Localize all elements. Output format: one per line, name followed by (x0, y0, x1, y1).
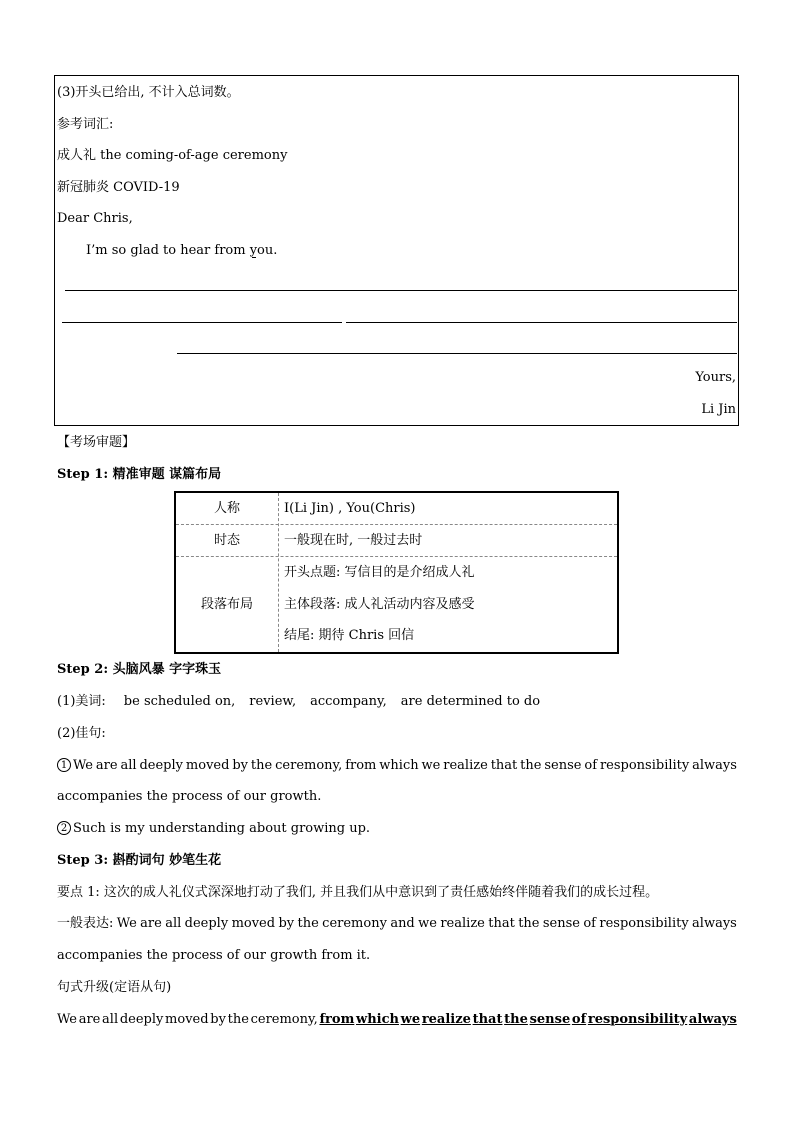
step2-title: Step 2: 头脑风暴 字字珠玉 (57, 662, 222, 677)
general-expression-label: 一般表达: (57, 916, 114, 931)
sentence-word: we (421, 758, 441, 773)
sentence-word: moved (165, 1012, 209, 1027)
letter-opening: I’m so glad to hear from you. (86, 243, 278, 258)
relative-clause-word: the (504, 1012, 528, 1027)
sentence-word: by (278, 916, 295, 931)
upgrade-label: 句式升级(定语从句) (57, 980, 172, 995)
sentence-word: are (78, 1012, 101, 1027)
sentence-word: ceremony (322, 916, 387, 931)
sentence-word: are (95, 758, 118, 773)
sentence-word: realize (443, 758, 488, 773)
relative-clause-word: that (472, 1012, 503, 1027)
table-label-layout: 段落布局 (200, 597, 253, 612)
table-value-layout-2: 主体段落: 成人礼活动内容及感受 (284, 597, 475, 612)
sentence-word: by (210, 1012, 226, 1027)
table-divider (278, 493, 279, 652)
reference-vocab-2: 新冠肺炎 COVID-19 (57, 180, 180, 195)
reference-vocab-1: 成人礼 the coming-of-age ceremony (57, 148, 288, 163)
sentence-word: sense (542, 916, 580, 931)
relative-clause-word: of (571, 1012, 587, 1027)
writing-line (65, 290, 737, 291)
writing-line (346, 322, 737, 323)
analysis-table (174, 491, 619, 654)
sentence-word: responsibility (599, 916, 689, 931)
example-sentence-1-line-1 (57, 758, 737, 774)
sentence-word: we (418, 916, 437, 931)
table-divider (176, 556, 617, 557)
sentence-word: which (379, 758, 419, 773)
task-note: (3)开头已给出, 不计入总词数。 (57, 85, 240, 100)
sentence-word: deeply (139, 758, 184, 773)
writing-line (62, 322, 342, 323)
key-point-1: 要点 1: 这次的成人礼仪式深深地打动了我们, 并且我们从中意识到了责任感始终伴随着我们的成长过程。 (57, 885, 659, 900)
relative-clause-word: always (688, 1012, 737, 1027)
step1-title: Step 1: 精准审题 谋篇布局 (57, 467, 222, 482)
sentence-word: We (57, 1012, 77, 1027)
table-value-tense: 一般现在时, 一般过去时 (284, 533, 423, 548)
vocab-line (57, 694, 540, 710)
sentence-word: deeply (184, 916, 229, 931)
sentence-word: of (583, 916, 596, 931)
letter-greeting: Dear Chris, (57, 211, 133, 226)
sentence-word: all (165, 916, 182, 931)
example-sentence-1-line-2: accompanies the process of our growth. (57, 789, 322, 804)
sentence-word: ceremony, (250, 1012, 318, 1027)
sentence-word: of (584, 758, 598, 773)
table-value-layout-3: 结尾: 期待 Chris 回信 (284, 628, 415, 643)
vocab-item: review, (249, 694, 297, 709)
letter-signature: Li Jin (701, 402, 736, 417)
sentence-word: by (232, 758, 249, 773)
sentence-word: always (692, 758, 737, 773)
general-expression-line-1 (57, 916, 737, 932)
sentence-word: the (520, 758, 542, 773)
sentence-word: ceremony, (275, 758, 343, 773)
section-title: 【考场审题】 (57, 435, 136, 450)
vocab-item: be scheduled on, (123, 694, 236, 709)
sentence-word: deeply (119, 1012, 164, 1027)
sentence-word: the (250, 758, 273, 773)
sentence-start: 1 We (57, 758, 93, 774)
relative-clause-word: from (319, 1012, 355, 1027)
sentence-word: the (227, 1012, 249, 1027)
letter-closing: Yours, (695, 370, 736, 385)
sentence-word: are (140, 916, 162, 931)
number-circle: 1 (57, 758, 71, 772)
sentence-word: the (297, 916, 319, 931)
relative-clause-word: we (400, 1012, 421, 1027)
reference-vocab-label: 参考词汇: (57, 117, 114, 132)
sentence-word: moved (231, 916, 276, 931)
sentence-word: and (390, 916, 415, 931)
vocab-label: (1)美词: (57, 694, 106, 709)
example-sentence-2: 2 Such is my understanding about growing up. (57, 821, 370, 837)
table-divider (176, 524, 617, 525)
sentence-word: the (518, 916, 540, 931)
sentence-word: responsibility (599, 758, 690, 773)
general-expression-line-2: accompanies the process of our growth from it. (57, 948, 371, 963)
sentence-word: all (120, 758, 137, 773)
relative-clause-word: responsibility (587, 1012, 688, 1027)
sentences-label: (2)佳句: (57, 726, 106, 741)
sentence-word: always (692, 916, 737, 931)
sentence-word: all (102, 1012, 119, 1027)
sentence-word: We (116, 916, 137, 931)
writing-line-stub (252, 257, 256, 258)
sentence-word: realize (440, 916, 485, 931)
sentence-word: sense (544, 758, 582, 773)
vocab-item: accompany, (310, 694, 387, 709)
table-value-layout-1: 开头点题: 写信目的是介绍成人礼 (284, 565, 475, 580)
step3-title: Step 3: 斟酌词句 妙笔生花 (57, 853, 222, 868)
table-value-person: I(Li Jin) , You(Chris) (284, 501, 416, 516)
relative-clause-word: realize (421, 1012, 471, 1027)
sentence-word: from (345, 758, 377, 773)
upgraded-sentence (57, 1012, 737, 1028)
number-circle: 2 (57, 821, 71, 835)
sentence-word: that (488, 916, 515, 931)
table-label-person: 人称 (213, 501, 240, 516)
relative-clause-word: which (356, 1012, 399, 1027)
writing-line (177, 353, 737, 354)
sentence-word: that (490, 758, 518, 773)
vocab-item: are determined to do (400, 694, 541, 709)
table-label-tense: 时态 (213, 533, 240, 548)
relative-clause-word: sense (529, 1012, 571, 1027)
sentence-word: moved (185, 758, 230, 773)
